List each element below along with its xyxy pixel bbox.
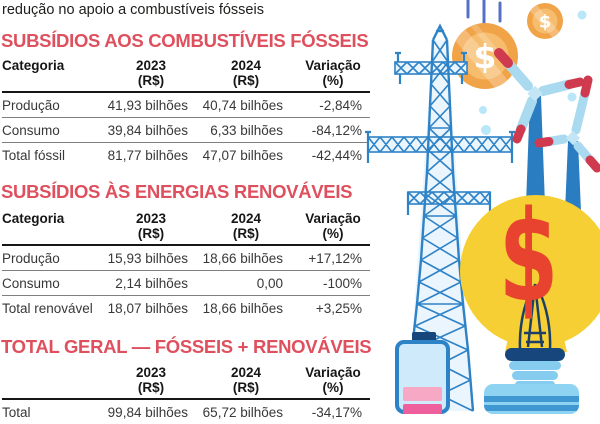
cell-2024: 65,72 bilhões	[202, 405, 283, 421]
cell-2023: 2,14 bilhões	[115, 276, 188, 292]
cell-categoria: Total renovável	[2, 301, 93, 317]
cell-categoria: Consumo	[2, 123, 60, 139]
col-header-2024: 2024 (R$)	[230, 211, 262, 242]
col-header-categoria: Categoria	[2, 211, 65, 226]
col-header-empty	[2, 364, 106, 399]
coin-dollar-glyph: $	[538, 11, 552, 33]
energy-illustration	[360, 0, 600, 411]
section-title-renewable: SUBSÍDIOS ÀS ENERGIAS RENOVÁVEIS	[1, 181, 353, 202]
cell-2024: 6,33 bilhões	[210, 123, 283, 139]
table-row	[2, 271, 370, 296]
bulb-collar	[505, 348, 565, 361]
coin-dollar-icon	[524, 0, 566, 46]
table-header-row	[2, 364, 370, 399]
cell-2024: 18,66 bilhões	[202, 301, 283, 317]
section-title-total: TOTAL GERAL — FÓSSEIS + RENOVÁVEIS	[1, 336, 372, 357]
table-total-row	[2, 143, 370, 168]
table-total-row	[2, 399, 370, 424]
cell-2023: 18,07 bilhões	[107, 301, 188, 317]
cell-categoria: Consumo	[2, 276, 60, 292]
grand-total-table	[2, 364, 370, 424]
col-header-2024: 2024 (R$)	[230, 365, 262, 396]
cell-2023: 81,77 bilhões	[107, 148, 188, 164]
cell-variacao: -34,17%	[311, 405, 362, 421]
cell-categoria: Total fóssil	[2, 148, 66, 164]
cell-2024: 40,74 bilhões	[202, 98, 283, 114]
cell-variacao: +17,12%	[308, 251, 362, 267]
cell-variacao: +3,25%	[315, 301, 362, 317]
cell-categoria: Produção	[2, 251, 60, 267]
money-lightbulb-icon	[460, 184, 600, 414]
intro-text: redução no apoio a combustíveis fósseis	[2, 2, 264, 18]
cell-variacao: -2,84%	[319, 98, 362, 114]
table-row	[2, 118, 370, 143]
table-row	[2, 245, 370, 271]
fossil-subsidies-table	[2, 57, 370, 167]
battery-charge-bar	[403, 404, 442, 414]
col-header-2023: 2023 (R$)	[135, 211, 167, 242]
col-header-categoria: Categoria	[2, 58, 65, 73]
col-header-variacao: Variação (%)	[305, 58, 361, 89]
col-header-variacao: Variação (%)	[305, 365, 361, 396]
coin-dollar-glyph: $	[473, 37, 497, 76]
cell-variacao: -42,44%	[311, 148, 362, 164]
cell-variacao: -100%	[322, 276, 362, 292]
cell-2023: 99,84 bilhões	[107, 405, 188, 421]
col-header-2023: 2023 (R$)	[135, 58, 167, 89]
table-header-row	[2, 210, 370, 245]
renewable-subsidies-table	[2, 210, 370, 320]
bulb-screw-base	[509, 361, 561, 388]
bulb-dollar-glyph: $	[498, 184, 559, 331]
col-header-2023: 2023 (R$)	[135, 365, 167, 396]
cell-2023: 15,93 bilhões	[107, 251, 188, 267]
table-row	[2, 92, 370, 118]
cell-2023: 41,93 bilhões	[107, 98, 188, 114]
cell-variacao: -84,12%	[311, 123, 362, 139]
cell-2024: 18,66 bilhões	[202, 251, 283, 267]
cell-categoria: Total	[2, 405, 31, 421]
coin-dollar-icon	[444, 10, 528, 102]
cell-categoria: Produção	[2, 98, 60, 114]
battery-charge-bar	[403, 387, 442, 401]
cell-2024: 0,00	[256, 276, 283, 292]
table-total-row	[2, 296, 370, 321]
battery-icon	[397, 332, 448, 414]
col-header-2024: 2024 (R$)	[230, 58, 262, 89]
table-header-row	[2, 57, 370, 92]
col-header-variacao: Variação (%)	[305, 211, 361, 242]
section-title-fossil: SUBSÍDIOS AOS COMBUSTÍVEIS FÓSSEIS	[1, 30, 369, 51]
cell-2023: 39,84 bilhões	[107, 123, 188, 139]
cell-2024: 47,07 bilhões	[202, 148, 283, 164]
storage-jar-icon	[484, 384, 579, 414]
